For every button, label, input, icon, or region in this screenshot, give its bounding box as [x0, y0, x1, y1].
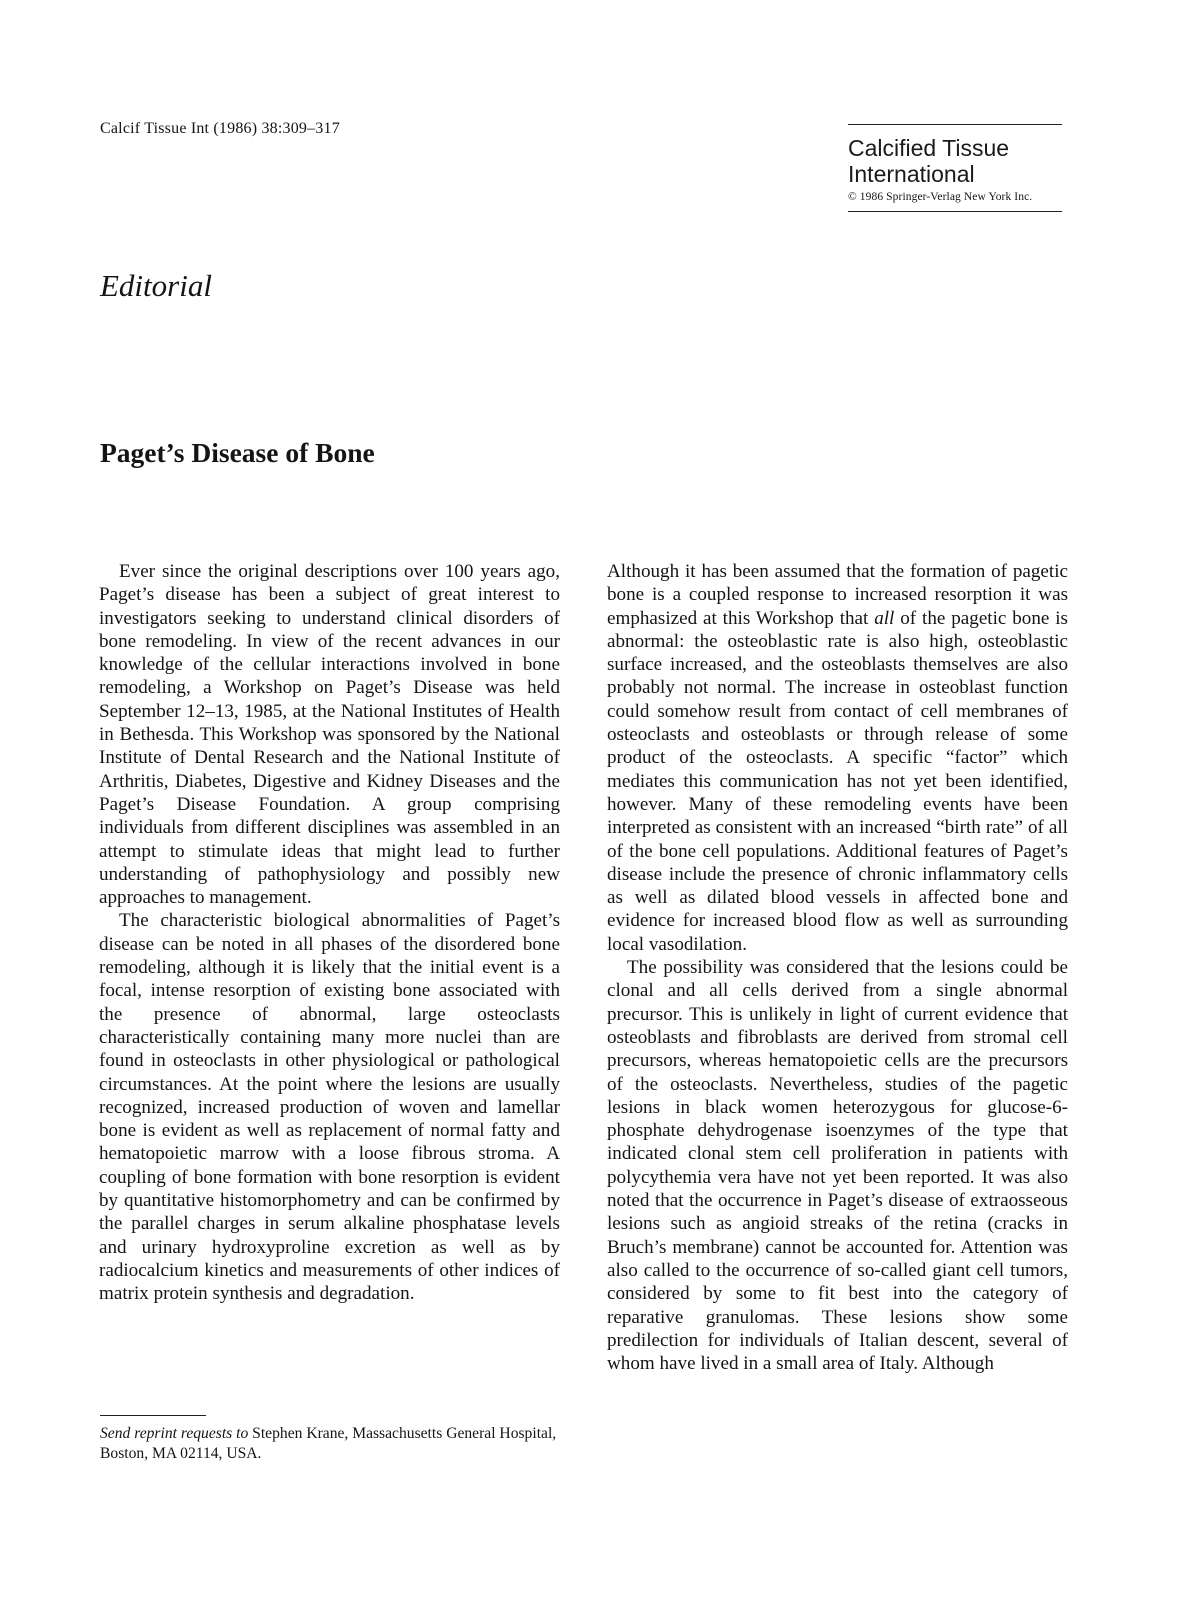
journal-citation: Calcif Tissue Int (1986) 38:309–317 — [100, 120, 340, 137]
right-column — [607, 560, 1068, 1375]
body-paragraph: Ever since the original descriptions over 100 years ago, Paget’s disease has been a subject of great interest to investigators seeking to understand clinical disorders of bone remodeling. In view of the recent advances in our knowledge of the cellular interactions involved in bone remodeling, a Workshop on Paget’s Disease was held September 12–13, 1985, at the National Institutes of Health in Bethesda. This Workshop was sponsored by the National Institute of Dental Research and the National Institute of Arthritis, Diabetes, Digestive and Kidney Diseases and the Paget’s Disease Foundation. A group comprising individuals from different disciplines was assembled in an attempt to stimulate ideas that might lead to further understanding of pathophysiology and possibly new approaches to management. — [99, 561, 560, 909]
journal-name: Calcified Tissue International — [848, 135, 1010, 187]
footnote-lead: Send reprint requests to — [100, 1425, 249, 1442]
article-title: Paget’s Disease of Bone — [100, 437, 375, 468]
paragraph-text: of the pagetic bone is abnormal: the osteoblastic rate is also high, osteoblastic surface increased, and the osteoblasts themselves are also probably not normal. The increase in osteoblast function could somehow result from contact of cell membranes of osteoclasts and osteoblasts or through release of some product of the osteoclasts. A specific “factor” which mediates this communication has not yet been identified, however. Many of these remodeling events have been interpreted as consistent with an increased “birth rate” of all of the bone cell populations. Additional features of Paget’s disease include the presence of chronic inflammatory cells as well as dilated blood vessels in affected bone and evidence for increased blood flow as well as surrounding local vasodilation. — [607, 607, 1068, 955]
section-label: Editorial — [100, 268, 212, 303]
paragraph-text: Although it has been assumed that the formation of pagetic bone is a coupled response to increased resorption it was emphasized at this Workshop that — [607, 561, 1068, 629]
left-column — [99, 560, 560, 1306]
journal-masthead — [848, 124, 1062, 212]
copyright-notice: © 1986 Springer-Verlag New York Inc. — [848, 191, 1033, 203]
emphasis-text: all — [874, 607, 895, 629]
body-paragraph: The characteristic biological abnormalities of Paget’s disease can be noted in all phases of the disordered bone remodeling, although it is likely that the initial event is a focal, intense resorption of existing bone associated with the presence of abnormal, large osteoclasts characteristically containing many more nuclei than are found in osteoclasts in other physiological or pathological circumstances. At the point where the lesions are usually recognized, increased production of woven and lamellar bone is evident as well as replacement of normal fatty and hematopoietic marrow with a loose fibrous stroma. A coupling of bone formation with bone resorption is evident by quantitative histomorphometry and can be confirmed by the parallel charges in serum alkaline phosphatase levels and urinary hydroxyproline excretion as well as by radiocalcium kinetics and measurements of other indices of matrix protein synthesis and degradation. — [99, 910, 560, 1305]
footnote-divider — [100, 1415, 206, 1416]
body-paragraph — [607, 560, 1068, 956]
reprint-footnote — [100, 1424, 561, 1463]
body-paragraph: The possibility was considered that the lesions could be clonal and all cells derived from a single abnormal precursor. This is unlikely in light of current evidence that osteoblasts and fibroblasts are derived from stromal cell precursors, whereas hematopoietic cells are the precursors of the osteoclasts. Nevertheless, studies of the pagetic lesions in black women heterozygous for glucose-6-phosphate dehydrogenase isoenzymes of the type that indicated clonal stem cell proliferation in patients with polycythemia vera have not yet been reported. It was also noted that the occurrence in Paget’s disease of extraosseous lesions such as angioid streaks of the retina (cracks in Bruch’s membrane) cannot be accounted for. Attention was also called to the occurrence of so-called giant cell tumors, considered by some to fit best into the category of reparative granulomas. These lesions show some predilection for individuals of Italian descent, several of whom have lived in a small area of Italy. Although — [607, 957, 1068, 1375]
footnote-text: Stephen Krane, Massachusetts General Hospital, Boston, MA 02114, USA. — [100, 1425, 557, 1462]
